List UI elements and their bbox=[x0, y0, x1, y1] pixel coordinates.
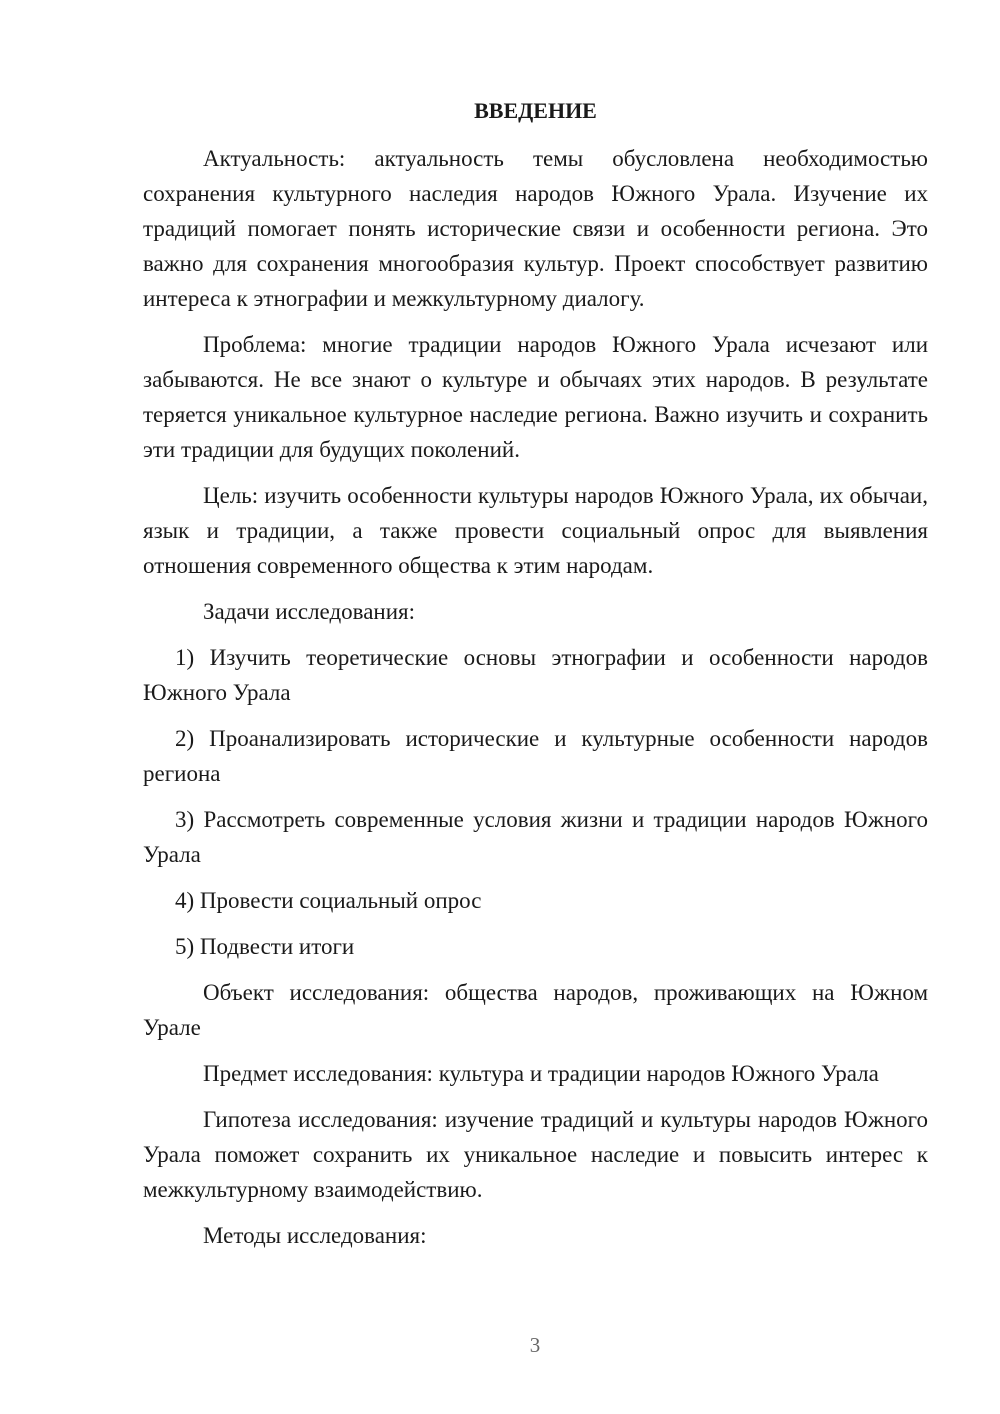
hypothesis-paragraph: Гипотеза исследования: изучение традиций и культуры народов Южного Урала поможет сохранить их уникальное наследие и повысить интерес к межкультурному взаимодействию. bbox=[143, 1107, 928, 1202]
page-number: 3 bbox=[529, 1333, 541, 1357]
object-paragraph: Объект исследования: общества народов, проживающих на Южном Урале bbox=[143, 980, 928, 1040]
task-item: 5) Подвести итоги bbox=[175, 934, 355, 959]
task-item: 3) Рассмотреть современные условия жизни и традиции народов Южного Урала bbox=[143, 807, 928, 867]
task-item: 2) Проанализировать исторические и культурные особенности народов региона bbox=[143, 726, 928, 786]
tasks-heading: Задачи исследования: bbox=[203, 599, 416, 624]
page-title: ВВЕДЕНИЕ bbox=[474, 98, 597, 123]
goal-paragraph: Цель: изучить особенности культуры народов Южного Урала, их обычаи, язык и традиции, а также провести социальный опрос для выявления отношения современного общества к этим народам. bbox=[143, 483, 928, 578]
task-item: 1) Изучить теоретические основы этнографии и особенности народов Южного Урала bbox=[143, 645, 928, 705]
task-item: 4) Провести социальный опрос bbox=[175, 888, 482, 913]
subject-paragraph: Предмет исследования: культура и традиции народов Южного Урала bbox=[203, 1061, 879, 1086]
methods-heading: Методы исследования: bbox=[203, 1223, 427, 1248]
document-page bbox=[143, 93, 928, 1264]
relevance-paragraph: Актуальность: актуальность темы обусловлена необходимостью сохранения культурного наследия народов Южного Урала. Изучение их традиций помогает понять исторические связи и особенности региона. Это важно для сохранения многообразия культур. Проект способствует развитию интереса к этнографии и межкультурному диалогу. bbox=[143, 146, 928, 311]
problem-paragraph: Проблема: многие традиции народов Южного Урала исчезают или забываются. Не все знают о культуре и обычаях этих народов. В результате теряется уникальное культурное наследие региона. Важно изучить и сохранить эти традиции для будущих поколений. bbox=[143, 332, 928, 462]
